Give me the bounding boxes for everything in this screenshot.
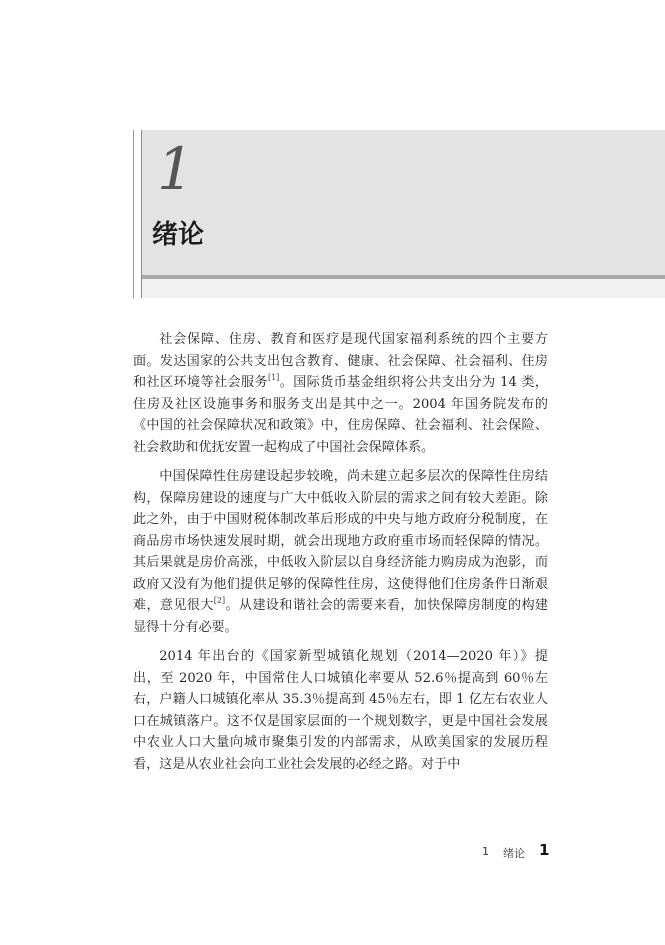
paragraph-text: 社会保障、住房、教育和医疗是现代国家福利系统的四个主要方面。发达国家的公共支出包含教育、健康、社会保障、社会福利、住房和社区环境等社会服务 <box>133 332 548 390</box>
paragraph-2 <box>133 466 548 638</box>
paragraph-text: 中国保障性住房建设起步较晚，尚未建立起多层次的保障性住房结构，保障房建设的速度与广大中低收入阶层的需求之间有较大差距。除此之外，由于中国财税体制改革后形成的中央与地方政府分税制度，在商品房市场快速发展时期，就会出现地方政府重市场而轻保障的情况。其后果就是房价高涨，中低收入阶层以自身经济能力购房成为泡影，而政府又没有为他们提供足够的保障性住房，这使得他们住房条件日渐艰难，意见很大 <box>133 469 548 613</box>
paragraph-text: 。从建设和谐社会的需要来看，加快保障房制度的构建显得十分有必要。 <box>133 598 549 635</box>
paragraph-text: 。国际货币基金组织将公共支出分为 14 类，住房及社区设施事务和服务支出是其中之一。2004 年国务院发布的《中国的社会保障状况和政策》中，住房保障、社会福利、社会保险、社会救助和优抚安置一起构成了中国社会保障体系。 <box>133 375 548 455</box>
paragraph-text: 2014 年出台的《国家新型城镇化规划（2014—2020 年）》提出，至 2020 年，中国常住人口城镇化率要从 52.6％提高到 60％左右，户籍人口城镇化率从 35.3％提高到 45％左右，即 1 亿左右农业人口在城镇落户。这不仅是国家层面的一个规划数字，更是中国社会发展中农业人口大量向城市聚集引发的内部需求，从欧美国家的发展历程看，这是从农业社会向工业社会发展的必经之路。对于中 <box>133 649 548 772</box>
citation-ref-2: [2] <box>213 596 226 605</box>
paragraph-3 <box>133 646 548 775</box>
chapter-header <box>133 130 665 298</box>
citation-ref-1: [1] <box>267 373 280 382</box>
chapter-header-lower-band <box>142 279 665 298</box>
body-text <box>133 329 548 783</box>
paragraph-1 <box>133 329 548 458</box>
footer-chapter-title: 绪论 <box>503 847 525 860</box>
footer-chapter-number: 1 <box>482 845 489 858</box>
chapter-title: 绪论 <box>152 220 205 250</box>
chapter-header-panel <box>141 130 665 298</box>
chapter-number: 1 <box>157 135 194 203</box>
page-footer <box>482 841 552 861</box>
page-number: 1 <box>539 841 550 859</box>
chapter-header-outer-rule <box>133 130 134 298</box>
